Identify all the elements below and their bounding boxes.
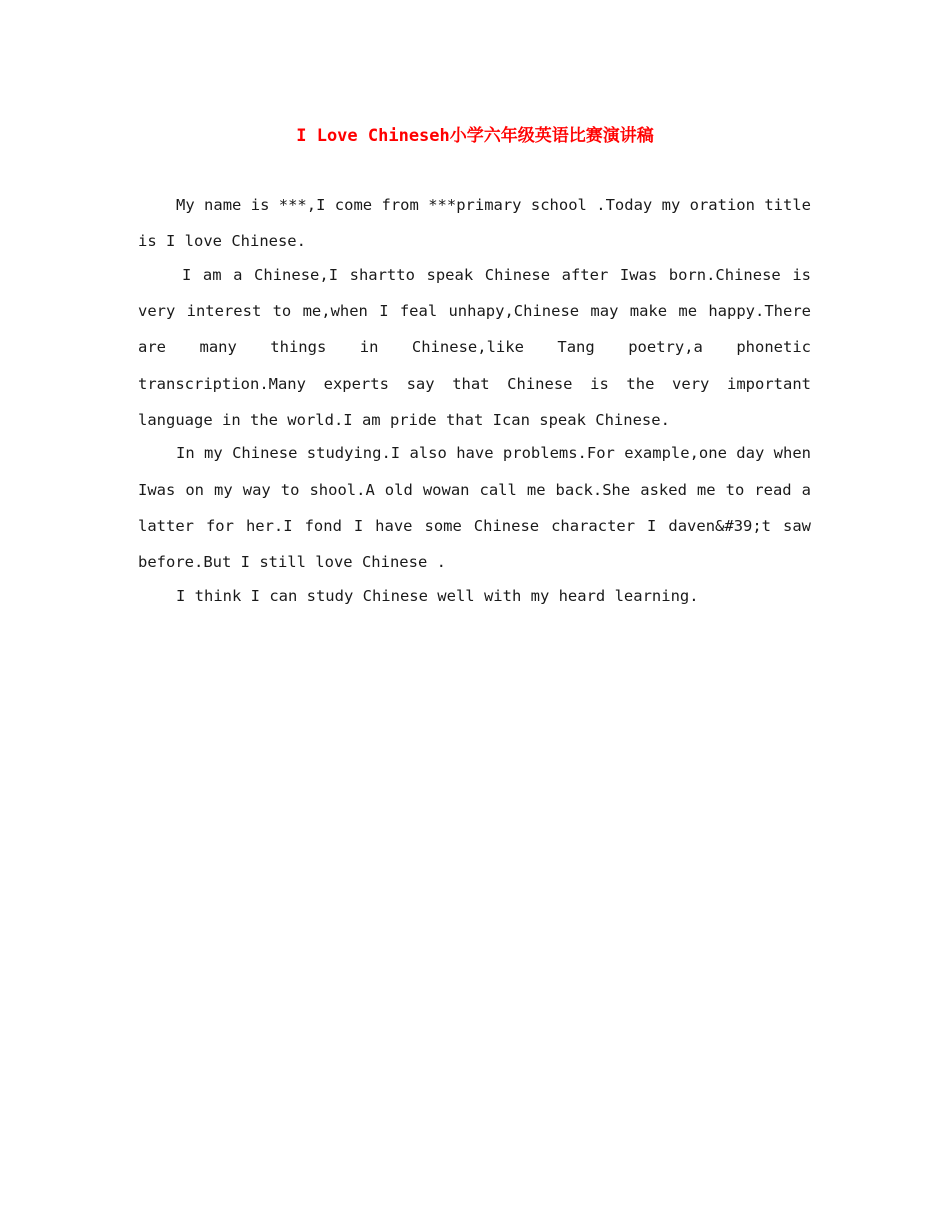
paragraph-conclusion: I think I can study Chinese well with my heard learning.	[176, 586, 699, 605]
paragraph-chinese-interest: I am a Chinese,I shartto speak Chinese after Iwas born.Chinese is very interest to me,when I feal unhapy,Chinese may make me happy.There are many things in Chinese,like Tang poetry,a phonetic transcription.Many experts say that Chinese is the very important language in the world.I am pride that Ican speak Chinese.	[138, 265, 811, 429]
document-title: I Love Chineseh小学六年级英语比赛演讲稿	[296, 126, 654, 146]
paragraph-intro: My name is ***,I come from ***primary school .Today my oration title is I love Chinese.	[138, 196, 811, 251]
document-body	[138, 187, 811, 614]
paragraph-problems: In my Chinese studying.I also have problems.For example,one day when Iwas on my way to shool.A old wowan call me back.She asked me to read a latter for her.I fond I have some Chinese character I daven&#39;t saw before.But I still love Chinese .	[138, 444, 811, 572]
